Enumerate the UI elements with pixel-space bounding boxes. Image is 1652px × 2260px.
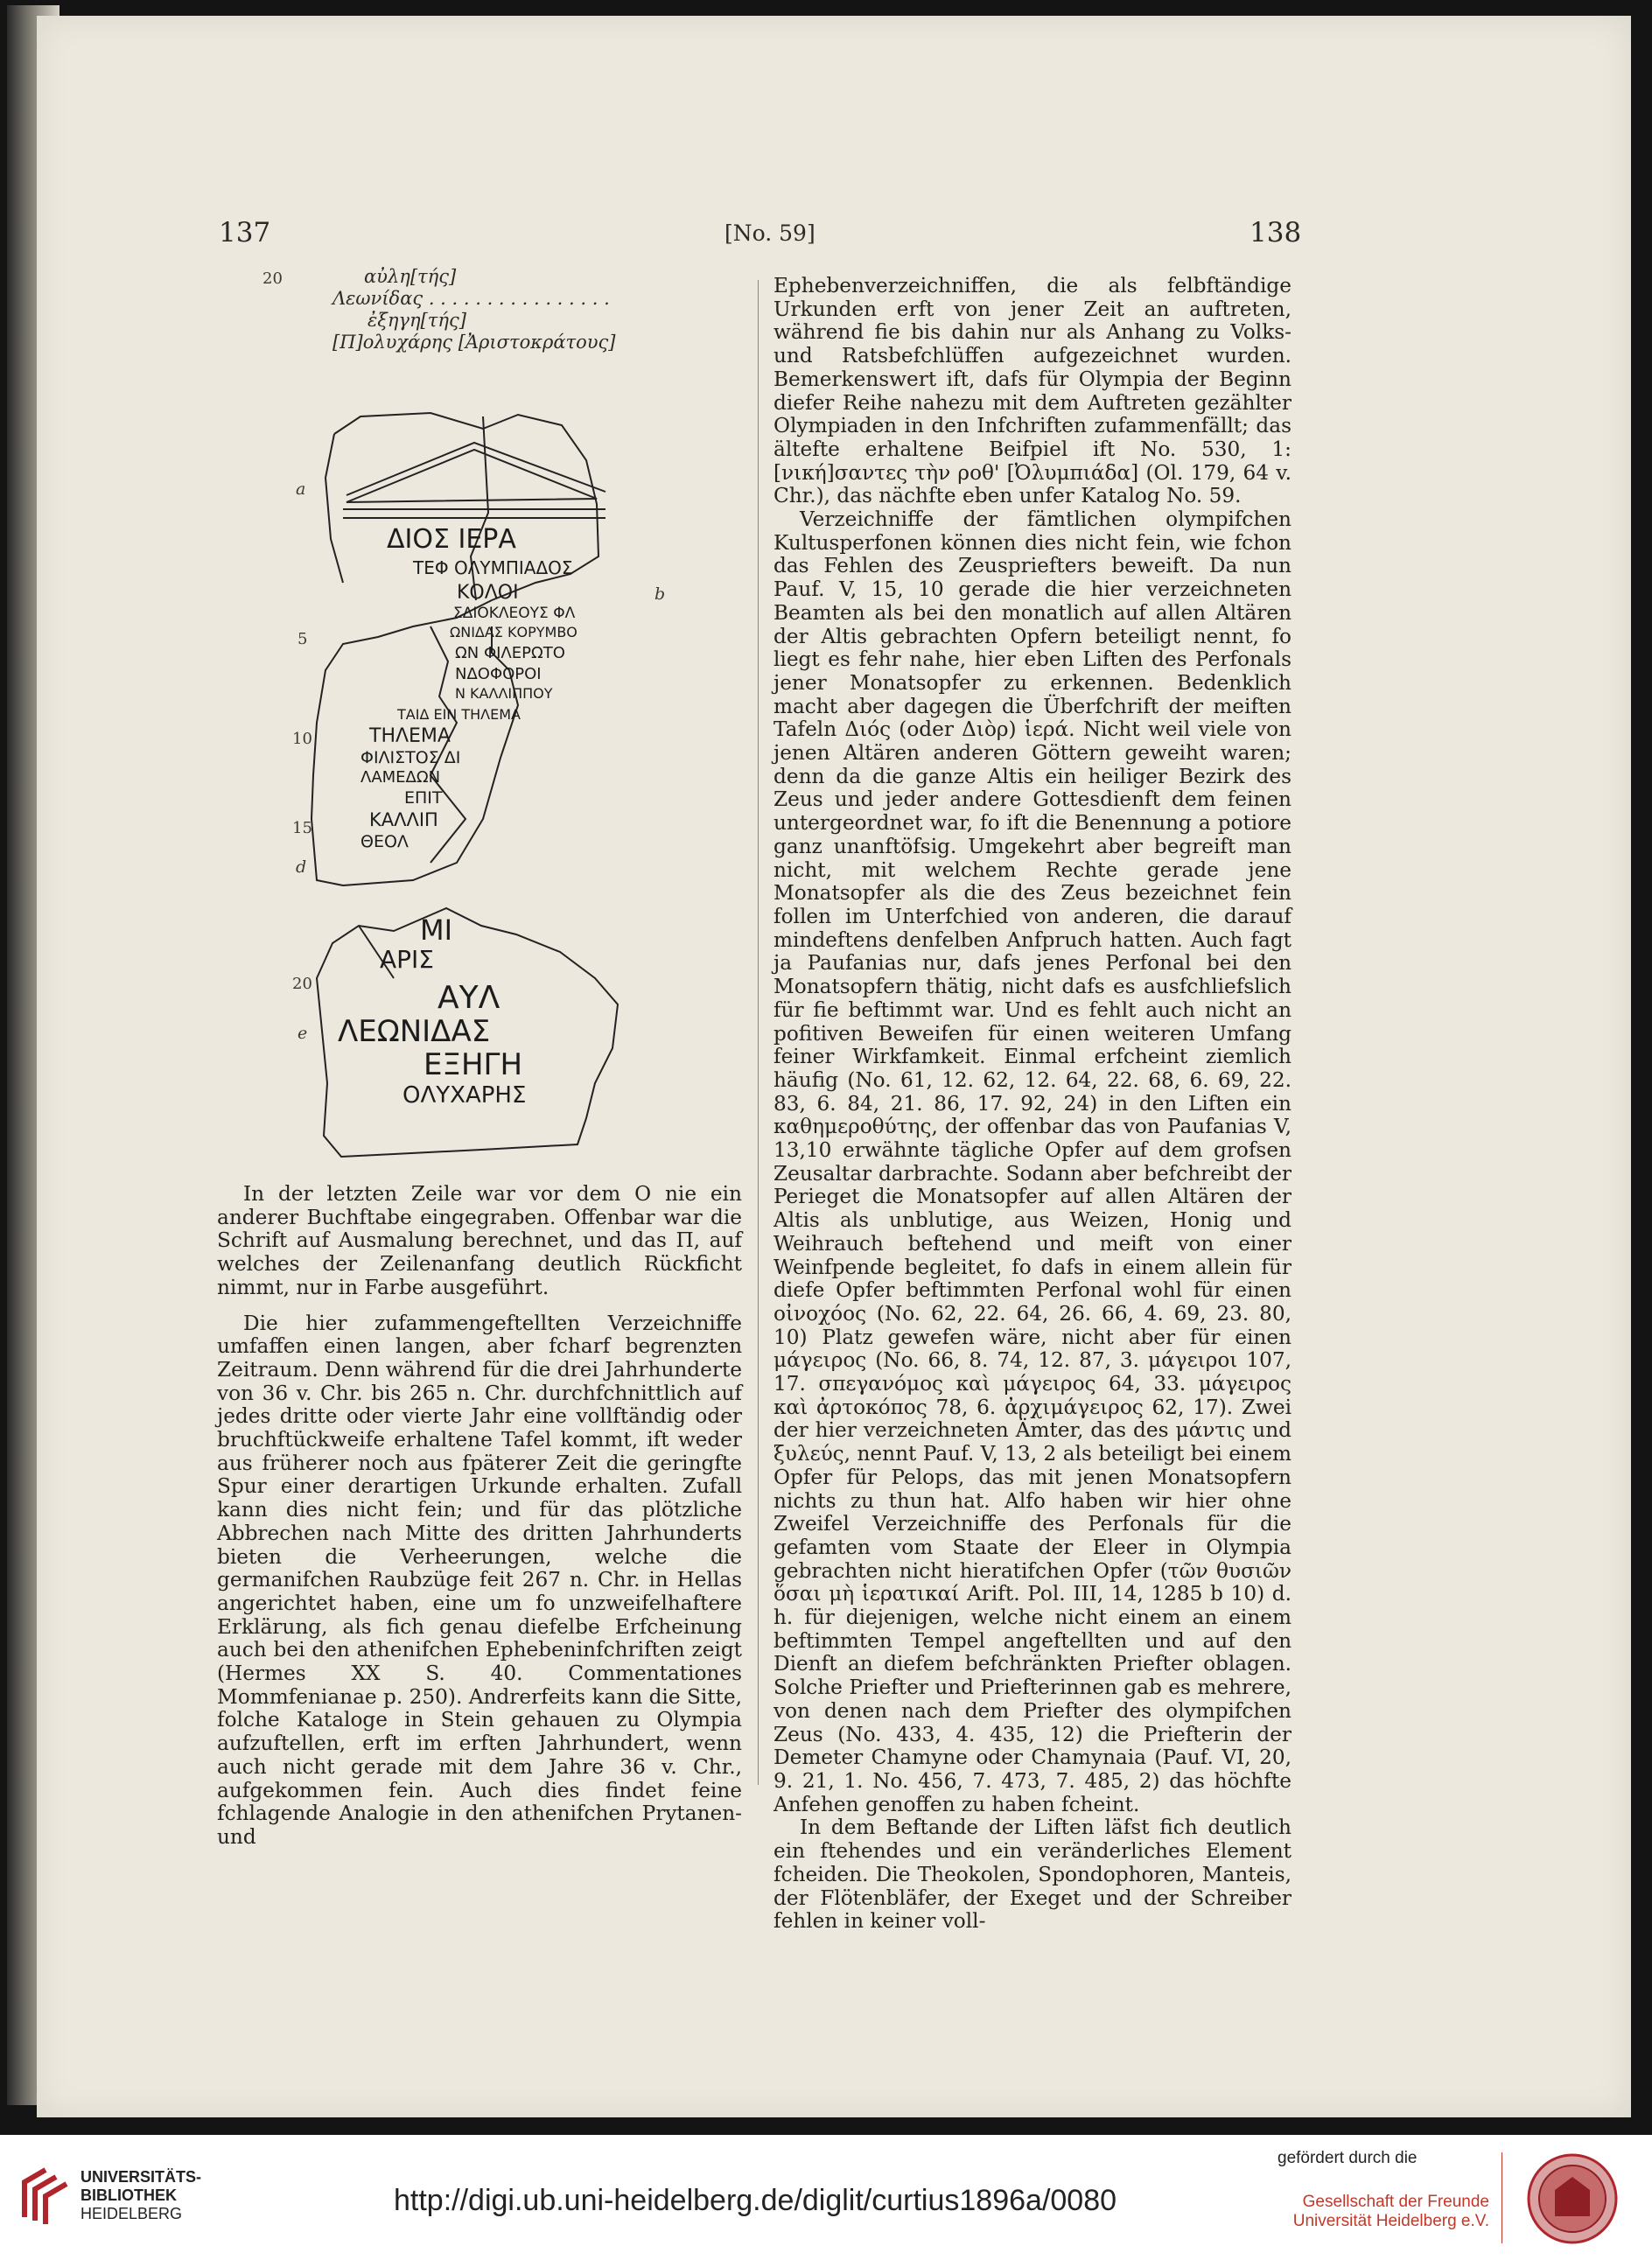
- page-number-right: 138: [1250, 217, 1302, 248]
- pediment-triangle: [346, 450, 597, 502]
- inscription-fragments-abd: [308, 408, 640, 899]
- insc-e-r3: ΑΥΛ: [438, 980, 500, 1016]
- greek-transcription: [332, 266, 616, 353]
- insc-a-r7: ΝΔΟΦΟΡΟΙ: [455, 665, 542, 683]
- left-column-text: [217, 1183, 742, 1850]
- fragment-label-b: b: [654, 584, 666, 604]
- insc-e-r4: ΛΕΩΝΙΔΑΣ: [338, 1014, 491, 1049]
- university-seal-icon: [1524, 2151, 1620, 2247]
- fragment-label-d: d: [296, 857, 307, 877]
- right-paragraph-3: In dem Beftande der Liften läfst fich deutlich ein ftehendes und ein veränderliches Element fcheiden. Die Theokolen, Spondophoren, Manteis, der Flötenbläfer, der Exeget und der Schreiber fehlen in keiner voll-: [774, 1816, 1292, 1934]
- left-paragraph-1: In der letzten Zeile war vor dem O nie ein anderer Buchftabe eingegraben. Offenbar war die Schrift auf Ausmalung berechnet, und das Π, auf welches der Zeilenanfang deutlich Rückficht nimmt, nur in Farbe ausgeführt.: [217, 1182, 742, 1299]
- ub-name-line-2: BIBLIOTHEK: [80, 2187, 177, 2204]
- line-number-15: 15: [292, 819, 312, 837]
- fragment-a-left-edge: [326, 434, 343, 583]
- ub-logo-stroke-3: [46, 2184, 66, 2224]
- inscription-e-drawing: [306, 899, 623, 1176]
- greek-line-2: Λεωνίδας . . . . . . . . . . . . . . . .: [332, 288, 610, 309]
- ub-name-line-3: HEIDELBERG: [80, 2205, 183, 2222]
- insc-a-r11: ΦΙΛΙΣΤΟΣ ΔΙ: [360, 748, 461, 767]
- insc-a-r14: ΚΑΛΛΙΠ: [369, 809, 438, 830]
- paragraph-gap: [217, 1300, 742, 1312]
- line-number-20: 20: [262, 269, 283, 288]
- document-url-link[interactable]: http://digi.ub.uni-heidelberg.de/diglit/curtius1896a/0080: [394, 2184, 1117, 2217]
- insc-a-r5: ΩΝΙΔΑΣ ΚΟΡΥΜΒΟ: [450, 624, 578, 640]
- greek-line-4: [Π]ολυχάρης [Ἀριστοκράτους]: [332, 332, 616, 353]
- ub-name: [80, 2168, 201, 2223]
- sponsor-name: [1283, 2193, 1489, 2231]
- right-paragraph-2: Verzeichniffe der fämtlichen olympifchen Kultusperfonen können dies nicht fein, wie fchon das Fehlen des Zeuspriefters beweift. Da nun Pauf. V, 15, 10 gerade die hier verzeichneten Beamten als bei den monatlich auf allen Altären der Altis gebrachten Opfern beteiligt nennt, fo liegt es fehr nahe, hier eben Liften des Perfonals jener Monatsopfer zu erkennen. Bedenklich macht aber dagegen die Überfchrift der meiften Tafeln Διός (oder Διὸρ) ἱερά. Nicht weil viele von jenen Altären anderen Göttern geweiht waren; denn da die ganze Altis ein heiliger Bezirk des Zeus und jeder andere Gottesdienft dem feinen untergeordnet war, fo ift die Benennung a potiore ganz unanftöfsig. Umgekehrt aber begreift man nicht, mit welchem Rechte gerade jene Monatsopfer als die des Zeus bezeichnet fein follen im Unterfchied von anderen, die darauf mindeftens denfelben Anfpruch hatten. Auch fagt ja Paufanias nur, dafs jenes Perfonal bei den Monatsopfern thätig, nicht dafs es ausfchliefslich für fie beftimmt war. Und es fehlt auch nicht an pofitiven Beweifen für einen weiteren Umfang feiner Wirkfamkeit. Einmal erfcheint ziemlich häufig (No. 61, 12. 62, 12. 64, 22. 68, 6. 69, 22. 83, 6. 84, 21. 86, 17. 92, 24) in den Liften ein καθημεροθύτης, der offenbar das von Paufanias V, 13,10 erwähnte tägliche Opfer auf dem grofsen Zeusaltar darbrachte. Sodann aber befchreibt der Perieget die Monatsopfer auf allen Altären der Altis als unblutige, aus Weizen, Honig und Weihrauch beftehend und meift von einer Weinfpende begleitet, fo dafs in einem allein für diefe Opfer beftimmten Perfonal wohl für einen οἰνοχόος (No. 62, 22. 64, 26. 66, 4. 69, 23. 80, 10) Platz gewefen wäre, nicht aber für einen μάγειρος (No. 66, 8. 74, 12. 87, 3. μάγειροι 107, 17. σπεγανόμος καὶ μάγειρος 64, 33. μάγειρος καὶ ἀρτοκόπος 78, 6. ἀρχιμάγειρος 62, 17). Zwei der hier verzeichneten Ämter, das des μάντις und ξυλεύς, nennt Pauf. V, 13, 2 als beteiligt bei einem Opfer für Pelops, das mit jenen Monatsopfern nichts zu thun hat. Alfo haben wir hier ohne Zweifel Verzeichniffe des Perfonals für die gefamten vom Staate der Eleer in Olympia gebrachten nicht hieratifchen Opfer (τῶν θυσιῶν ὅσαι μὴ ἱερατικαί Arift. Pol. III, 14, 1285 b 10) d. h. für diejenigen, welche nicht einem an einem beftimmten Tempel angeftellten und auf den Dienft an diefem befchränkten Priefter oblagen. Solche Priefter und Priefterinnen gab es mehrere, von denen nach dem Priefter des olympifchen Zeus (No. 433, 4. 435, 12) die Priefterin der Demeter Chamyne oder Chamynaia (Pauf. VI, 20, 9. 21, 1. No. 456, 7. 473, 7. 485, 2) das höchfte Anfehen genoffen zu haben fcheint.: [774, 507, 1292, 1816]
- insc-e-r2: ΑΡΙΣ: [380, 945, 434, 974]
- insc-a-r1: ΔΙΟΣ ΙΕΡΑ: [387, 524, 516, 555]
- greek-line-3: ἐξηγη[τής]: [368, 310, 466, 331]
- ub-name-line-1: UNIVERSITÄTS-: [80, 2168, 202, 2186]
- left-paragraph-2: Die hier zufammengeftellten Verzeichniffe umfaffen einen langen, aber fcharf begrenzten Zeitraum. Denn während für die drei Jahrhunderte von 36 v. Chr. bis 265 n. Chr. durchfchnittlich auf jedes dritte oder vierte Jahr eine vollftändig oder bruchftückweife erhaltene Tafel kommt, ift weder aus früherer noch aus fpäterer Zeit die geringfte Spur einer derartigen Urkunde erhalten. Zufall kann dies nicht fein; und für das plötzliche Abbrechen nach Mitte des dritten Jahrhunderts bieten die Verheerungen, welche die germanifchen Raubzüge feit 267 n. Chr. in Hellas angerichtet haben, eine um fo unzweifelhaftere Erklärung, als fich genau diefelbe Erfcheinung auch bei den athenifchen Ephebeninfchriften zeigt (Hermes XX S. 40. Commentationes Mommfenianae p. 250). Andrerfeits kann die Sitte, folche Kataloge in Stein gehauen zu Olympia aufzuftellen, erft im erften Jahrhundert, wenn auch nicht gerade mit dem Jahre 36 v. Chr., aufgekommen fein. Auch dies findet feine fchlagende Analogie in den athenifchen Prytanen- und: [217, 1311, 742, 1849]
- right-paragraph-1: Ephebenverzeichniffen, die als felbftändige Urkunden erft von jener Zeit an auftreten, während fie bis dahin nur als Anhang zu Volks- und Ratsbefchlüffen aufgezeichnet wurden. Bemerkenswert ift, dafs für Olympia der Beginn diefer Reihe nahezu mit dem Auftreten gezählter Olympiaden in den Infchriften zufammenfällt; das ältefte erhaltene Beifpiel ift No. 530, 1: [νική]σαντες τὴν ροθ' [Ὀλυμπιάδα] (Ol. 179, 64 v. Chr.), das nächfte eben unfer Katalog No. 59.: [774, 274, 1292, 508]
- fragment-label-a: a: [296, 479, 306, 499]
- insc-a-r9: ΤΑΙΔ ΕΙΝ ΤΗΛΕΜΑ: [397, 706, 521, 723]
- insc-a-r12: ΛΑΜΕΔΩΝ: [360, 768, 441, 787]
- catalog-number: [No. 59]: [724, 220, 816, 246]
- sponsor-name-line-1: Gesellschaft der Freunde: [1302, 2193, 1489, 2211]
- insc-e-r6: ΟΛΥΧΑΡΗΣ: [402, 1082, 527, 1109]
- page-number-left: 137: [219, 217, 271, 248]
- insc-a-r4: ΣΔΙΟΚΛΕΟΥΣ ΦΛ: [453, 605, 576, 622]
- insc-a-r3: ΚΟΛΟΙ: [457, 582, 519, 604]
- sponsor-caption: gefördert durch die: [1278, 2149, 1418, 2167]
- insc-a-r6: ΩΝ ΦΙΛΕΡΩΤΟ: [455, 644, 565, 662]
- insc-a-r13: ΕΠΙΤ: [404, 788, 443, 808]
- digitization-footer: [0, 2135, 1652, 2260]
- insc-e-r5: ΕΞΗΓΗ: [424, 1047, 523, 1082]
- inscription-fragment-e: [306, 899, 623, 1176]
- greek-line-1: αὐλη[τής]: [364, 266, 457, 287]
- fragment-label-e: e: [298, 1024, 308, 1043]
- column-divider: [758, 280, 759, 1785]
- insc-a-r10: ΤΗΛΕΜΑ: [369, 725, 451, 747]
- insc-a-r8: Ν ΚΑΛΛΙΠΠΟΥ: [455, 685, 553, 702]
- insc-a-r15: ΘΕΟΛ: [360, 832, 409, 851]
- inscription-drawing: [308, 408, 640, 899]
- insc-a-r2: ΤΕΦ ΟΛΥΜΠΙΑΔΟΣ: [413, 557, 573, 578]
- insc-e-r1: ΜΙ: [420, 913, 453, 947]
- line-number-20b: 20: [292, 975, 312, 993]
- ub-logo-icon: [18, 2165, 70, 2226]
- line-number-10: 10: [292, 730, 312, 748]
- right-column-text: [774, 275, 1292, 1934]
- sponsor-name-line-2: Universität Heidelberg e.V.: [1292, 2212, 1489, 2230]
- line-number-5: 5: [298, 630, 308, 648]
